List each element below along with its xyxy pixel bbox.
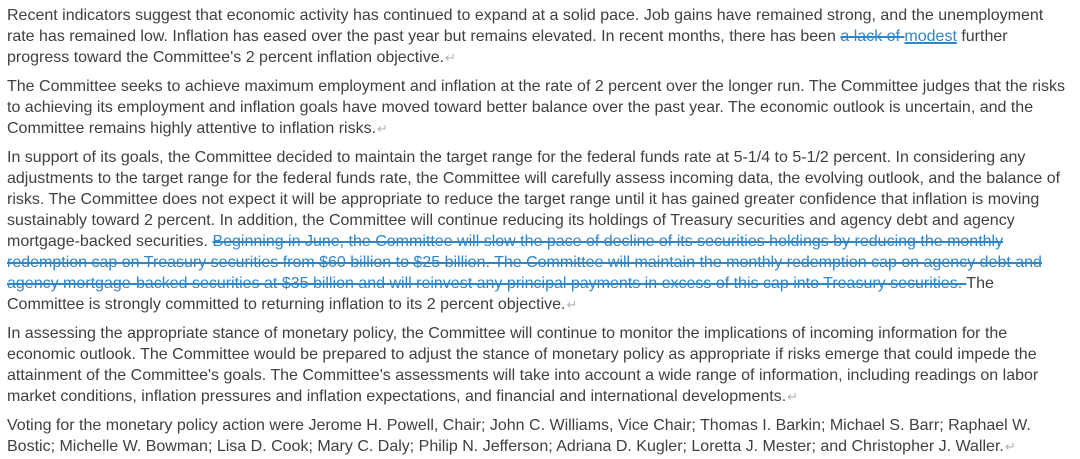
text-run: In assessing the appropriate stance of monetary policy, the Committee will continue to monitor the implications of incoming information for the economic outlook. The Committee would be prepared to adjust the stance of monetary policy as appropriate if risks emerge that could impede the attainment of the Committee's goals. The Committee's assessments will take into account a wide range of information, including readings on labor market conditions, inflation pressures and inflation expectations, and financial and international developments. (7, 325, 1039, 405)
paragraph (7, 5, 1073, 68)
text-run: The Committee seeks to achieve maximum employment and inflation at the rate of 2 percent over the longer run. The Committee judges that the risks to achieving its employment and inflation goals have moved toward better balance over the past year. The economic outlook is uncertain, and the Committee remains highly attentive to inflation risks. (7, 78, 1065, 137)
paragraph (7, 147, 1073, 315)
paragraph-mark-icon: ↵ (566, 297, 578, 312)
paragraph (7, 76, 1073, 139)
paragraph-mark-icon: ↵ (445, 50, 456, 65)
paragraph-mark-icon: ↵ (787, 389, 799, 404)
paragraph-mark-icon: ↵ (1004, 439, 1016, 454)
text-run: Recent indicators suggest that economic activity has continued to expand at a solid pace. Job gains have remained strong, and the unemployment rate has remained low. Inflation has eased over the past year but remains elevated. In recent months, there has been (7, 7, 1044, 45)
text-run: Voting for the monetary policy action were Jerome H. Powell, Chair; John C. Williams, Vice Chair; Thomas I. Barkin; Michael S. Barr; Raphael W. Bostic; Michelle W. Bowman; Lisa D. Cook; Mary C. Daly; Philip N. Jefferson; Adriana D. Kugler; Loretta J. Mester; and Christopher J. Waller. (7, 417, 1031, 455)
deleted-text: a lack of (840, 28, 905, 45)
paragraph (7, 323, 1073, 407)
text-run: In support of its goals, the Committee decided to maintain the target range for the federal funds rate at 5-1/4 to 5-1/2 percent. In considering any adjustments to the target range for the federal funds rate, the Committee will carefully assess incoming data, the evolving outlook, and the balance of risks. The Committee does not expect it will be appropriate to reduce the target range until it has gained greater confidence that inflation is moving sustainably toward 2 percent. In addition, the Committee will continue reducing its holdings of Treasury securities and agency debt and agency mortgage-backed securities. (7, 149, 1061, 250)
deleted-text: Beginning in June, the Committee will slow the pace of decline of its securities holdings by reducing the monthly redemption cap on Treasury securities from $60 billion to $25 billion. The Committee will maintain the monthly redemption cap on agency debt and agency mortgage-backed securities at $35 billion and will reinvest any principal payments in excess of this cap into Treasury securities. (7, 233, 1042, 292)
text-run: further progress toward the Committee's 2 percent inflation objective. (7, 28, 1008, 66)
text-run: The Committee is strongly committed to returning inflation to its 2 percent objective. (7, 275, 994, 313)
inserted-text: modest (904, 28, 957, 45)
paragraph-mark-icon: ↵ (377, 121, 388, 136)
paragraph (7, 415, 1073, 457)
